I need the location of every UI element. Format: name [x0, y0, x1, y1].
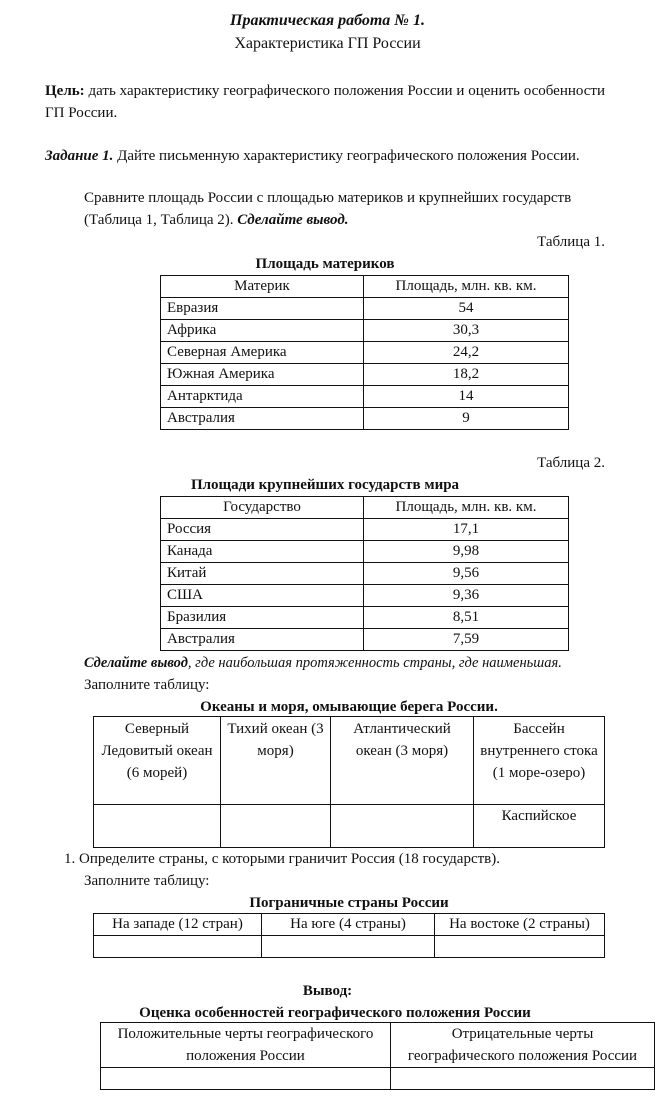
table-row: [161, 541, 569, 563]
conclusion-note-bold: Сделайте вывод: [84, 655, 188, 671]
table-row: [161, 563, 569, 585]
table-cell: Австралия: [161, 408, 364, 430]
table-cell: Северная Америка: [161, 342, 364, 364]
table-header-cell: Материк: [161, 276, 364, 298]
table2-countries: [160, 496, 569, 651]
table-header-cell: Площадь, млн. кв. км.: [364, 497, 569, 519]
table-header-cell: На западе (12 стран): [94, 914, 262, 936]
compare-paragraph: [84, 187, 605, 231]
table-cell: [221, 805, 331, 848]
table-cell: 30,3: [364, 320, 569, 342]
table3-oceans: [93, 716, 605, 848]
table-row: [161, 320, 569, 342]
table-cell: [94, 805, 221, 848]
table-cell: Африка: [161, 320, 364, 342]
page-title: Практическая работа № 1.: [230, 12, 425, 29]
table-row: [161, 364, 569, 386]
table-row: [161, 386, 569, 408]
table-row: [101, 1068, 655, 1090]
table-cell: Австралия: [161, 629, 364, 651]
table5-assessment: [100, 1022, 655, 1090]
table-cell: 9: [364, 408, 569, 430]
goal-paragraph: [45, 80, 605, 124]
table-row: [161, 408, 569, 430]
table-header-cell: Северный Ледовитый океан (6 морей): [94, 717, 221, 805]
table-cell: Бразилия: [161, 607, 364, 629]
fill-table-instruction-2: Заполните таблицу:: [84, 873, 210, 889]
table-row: [161, 607, 569, 629]
table-cell: Китай: [161, 563, 364, 585]
table-cell: Канада: [161, 541, 364, 563]
table-cell: 8,51: [364, 607, 569, 629]
table-cell: Южная Америка: [161, 364, 364, 386]
table-cell: [435, 936, 605, 958]
table-row: [161, 629, 569, 651]
table2-label: Таблица 2.: [537, 455, 605, 471]
conclusion-label: Вывод:: [302, 983, 353, 999]
conclusion-note: [84, 652, 614, 674]
table-cell: 7,59: [364, 629, 569, 651]
table-header-cell: Тихий океан (3 моря): [221, 717, 331, 805]
table-cell: 24,2: [364, 342, 569, 364]
table-cell: [94, 936, 262, 958]
conclusion-note-italic: , где наибольшая протяженность страны, где наименьшая.: [187, 655, 562, 671]
table4-caption: Пограничные страны России: [249, 895, 449, 911]
table-row: [161, 342, 569, 364]
page-subtitle: Характеристика ГП России: [234, 35, 421, 52]
conclusion-caption: Оценка особенностей географического положения России: [139, 1005, 531, 1021]
table-cell: Россия: [161, 519, 364, 541]
table-row: [161, 585, 569, 607]
table-header-cell: На юге (4 страны): [262, 914, 435, 936]
table-header-cell: Бассейн внутреннего стока (1 море-озеро): [474, 717, 605, 805]
table1-continents: [160, 275, 569, 430]
table-header-row: [161, 276, 569, 298]
table-cell: 18,2: [364, 364, 569, 386]
task1-paragraph: [45, 145, 605, 167]
table-cell: Евразия: [161, 298, 364, 320]
table4-borders: [93, 913, 605, 958]
table-cell: США: [161, 585, 364, 607]
task1-text: Дайте письменную характеристику географического положения России.: [113, 148, 580, 164]
task-borders: 1. Определите страны, с которыми граничит Россия (18 государств).: [64, 851, 501, 867]
table3-caption: Океаны и моря, омывающие берега России.: [200, 699, 498, 715]
table-cell: [331, 805, 474, 848]
table-header-cell: Отрицательные черты географического положения России: [391, 1023, 655, 1068]
table-row: [161, 298, 569, 320]
fill-table-instruction: Заполните таблицу:: [84, 677, 210, 693]
table-cell: 9,36: [364, 585, 569, 607]
goal-text: дать характеристику географического положения России и оценить особенности ГП России.: [45, 83, 605, 121]
table-cell: [391, 1068, 655, 1090]
compare-conclusion: Сделайте вывод.: [237, 212, 349, 228]
table-cell: 17,1: [364, 519, 569, 541]
compare-text: Сравните площадь России с площадью материков и крупнейших государств (Таблица 1, Таблица 2).: [84, 190, 572, 228]
table-row: [161, 519, 569, 541]
table-header-row: [101, 1023, 655, 1068]
table-cell: [262, 936, 435, 958]
table-row: [94, 805, 605, 848]
table-header-row: [94, 717, 605, 805]
table-header-cell: Положительные черты географического положения России: [101, 1023, 391, 1068]
table-header-cell: Атлантический океан (3 моря): [331, 717, 474, 805]
table-header-row: [161, 497, 569, 519]
table-header-cell: Государство: [161, 497, 364, 519]
task1-label: Задание 1.: [45, 148, 114, 164]
table-row: [94, 936, 605, 958]
table1-caption: Площадь материков: [255, 256, 395, 272]
goal-label: Цель:: [45, 83, 85, 99]
table-cell: 14: [364, 386, 569, 408]
table-cell: 54: [364, 298, 569, 320]
table-cell: Каспийское: [474, 805, 605, 848]
table-cell: 9,56: [364, 563, 569, 585]
table-cell: Антарктида: [161, 386, 364, 408]
table-header-cell: На востоке (2 страны): [435, 914, 605, 936]
table1-label: Таблица 1.: [537, 234, 605, 250]
table-header-row: [94, 914, 605, 936]
table-header-cell: Площадь, млн. кв. км.: [364, 276, 569, 298]
table2-caption: Площади крупнейших государств мира: [190, 477, 460, 493]
table-cell: 9,98: [364, 541, 569, 563]
table-cell: [101, 1068, 391, 1090]
